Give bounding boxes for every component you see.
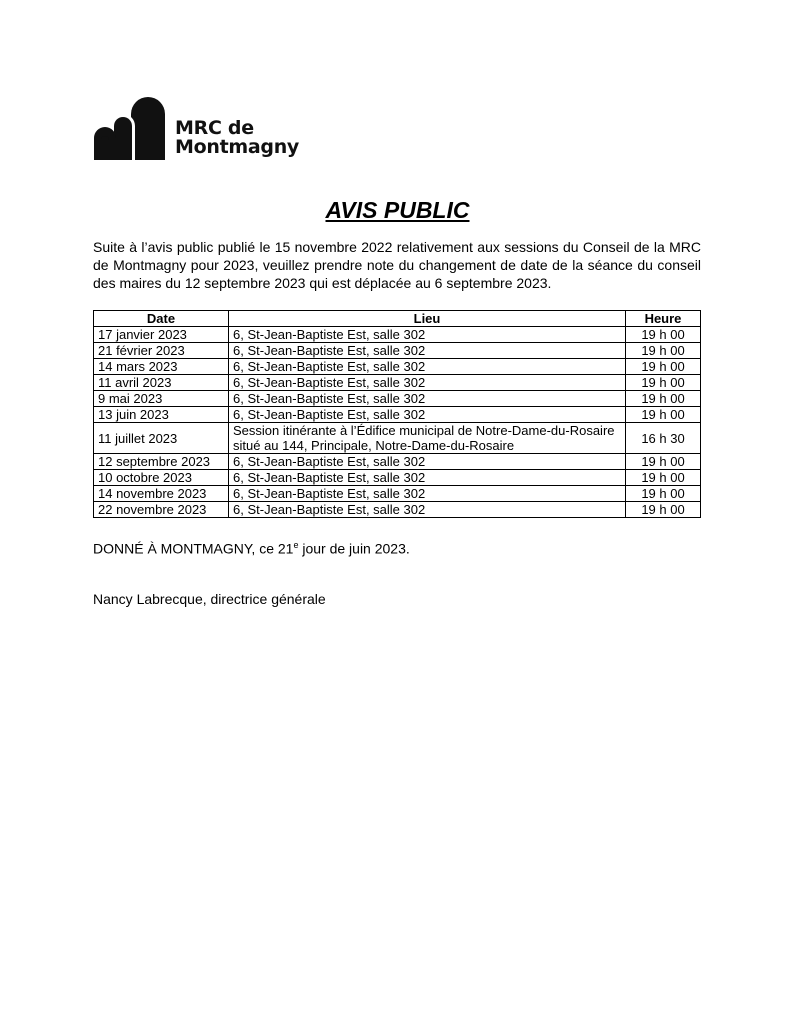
sessions-table	[93, 310, 701, 518]
cell-heure: 19 h 00	[626, 470, 701, 486]
cell-heure: 16 h 30	[626, 423, 701, 454]
cell-heure: 19 h 00	[626, 454, 701, 470]
given-ordinal: e	[293, 540, 299, 550]
cell-date: 14 mars 2023	[94, 359, 229, 375]
header-lieu: Lieu	[229, 311, 626, 327]
cell-date: 11 avril 2023	[94, 375, 229, 391]
cell-lieu: 6, St-Jean-Baptiste Est, salle 302	[229, 391, 626, 407]
table-row	[94, 391, 701, 407]
cell-lieu: 6, St-Jean-Baptiste Est, salle 302	[229, 454, 626, 470]
cell-lieu: 6, St-Jean-Baptiste Est, salle 302	[229, 502, 626, 518]
logo-line-2: Montmagny	[175, 136, 300, 158]
cell-lieu: 6, St-Jean-Baptiste Est, salle 302	[229, 407, 626, 423]
cell-date: 22 novembre 2023	[94, 502, 229, 518]
cell-date: 9 mai 2023	[94, 391, 229, 407]
cell-lieu: Session itinérante à l’Édifice municipal de Notre-Dame-du-Rosaire situé au 144, Principale, Notre-Dame-du-Rosaire	[229, 423, 626, 454]
given-text: DONNÉ À MONTMAGNY, ce 21	[93, 540, 294, 557]
cell-heure: 19 h 00	[626, 502, 701, 518]
given-text-end: jour de juin 2023.	[298, 540, 410, 557]
cell-heure: 19 h 00	[626, 327, 701, 343]
cell-lieu: 6, St-Jean-Baptiste Est, salle 302	[229, 359, 626, 375]
header-date: Date	[94, 311, 229, 327]
table-row	[94, 454, 701, 470]
table-row	[94, 359, 701, 375]
cell-heure: 19 h 00	[626, 407, 701, 423]
table-row	[94, 486, 701, 502]
cell-heure: 19 h 00	[626, 359, 701, 375]
cell-date: 10 octobre 2023	[94, 470, 229, 486]
table-row	[94, 470, 701, 486]
cell-date: 17 janvier 2023	[94, 327, 229, 343]
logo-line-1: MRC de	[175, 117, 254, 139]
cell-lieu: 6, St-Jean-Baptiste Est, salle 302	[229, 486, 626, 502]
cell-heure: 19 h 00	[626, 391, 701, 407]
table-row	[94, 375, 701, 391]
cell-lieu: 6, St-Jean-Baptiste Est, salle 302	[229, 375, 626, 391]
table-row	[94, 343, 701, 359]
table-row	[94, 407, 701, 423]
table-header-row	[94, 311, 701, 327]
given-statement	[93, 540, 410, 557]
cell-lieu: 6, St-Jean-Baptiste Est, salle 302	[229, 327, 626, 343]
cell-date: 11 juillet 2023	[94, 423, 229, 454]
signature-line: Nancy Labrecque, directrice générale	[93, 591, 326, 607]
cell-lieu: 6, St-Jean-Baptiste Est, salle 302	[229, 343, 626, 359]
logo-wordmark	[175, 119, 299, 157]
page-title: AVIS PUBLIC	[325, 197, 470, 223]
table-row	[94, 502, 701, 518]
mrc-logo	[93, 94, 300, 164]
cell-date: 12 septembre 2023	[94, 454, 229, 470]
header-heure: Heure	[626, 311, 701, 327]
cell-heure: 19 h 00	[626, 343, 701, 359]
cell-date: 21 février 2023	[94, 343, 229, 359]
cell-lieu: 6, St-Jean-Baptiste Est, salle 302	[229, 470, 626, 486]
cell-heure: 19 h 00	[626, 375, 701, 391]
cell-date: 13 juin 2023	[94, 407, 229, 423]
cell-date: 14 novembre 2023	[94, 486, 229, 502]
table-row	[94, 423, 701, 454]
intro-paragraph: Suite à l’avis public publié le 15 novembre 2022 relativement aux sessions du Conseil de la MRC de Montmagny pour 2023, veuillez prendre note du changement de date de la séance du conseil des maires du 12 septembre 2023 qui est déplacée au 6 septembre 2023.	[93, 239, 701, 291]
table-row	[94, 327, 701, 343]
mrc-arches-icon	[93, 94, 165, 160]
cell-heure: 19 h 00	[626, 486, 701, 502]
